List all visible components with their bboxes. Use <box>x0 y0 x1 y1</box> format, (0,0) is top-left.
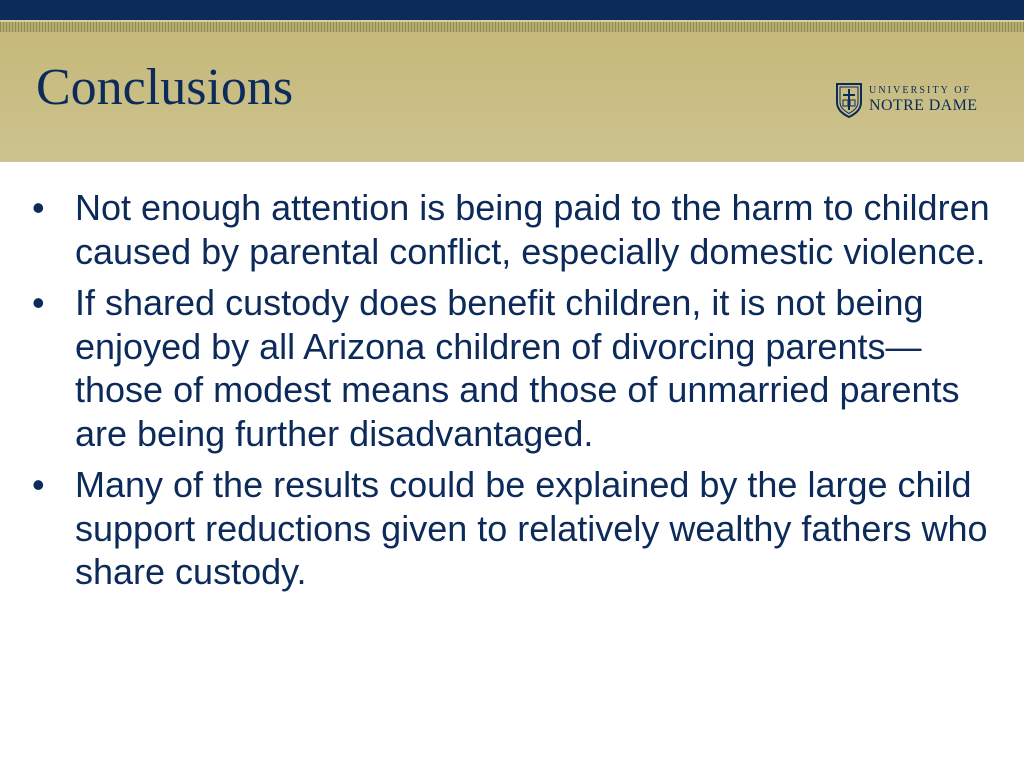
bullet-item <box>30 281 1000 455</box>
slide-body <box>30 186 1000 602</box>
bullet-text: If shared custody does benefit children, it is not being enjoyed by all Arizona children of divorcing parents—those of modest means and those of unmarried parents are being further disadvantaged. <box>75 282 960 454</box>
bullet-list <box>30 186 1000 594</box>
bullet-text: Many of the results could be explained by the large child support reductions given to relatively wealthy fathers who share custody. <box>75 464 988 592</box>
bullet-item <box>30 186 1000 273</box>
shield-icon <box>835 82 863 118</box>
logo-university-of: UNIVERSITY OF <box>869 85 972 96</box>
striped-band <box>0 20 1024 32</box>
bullet-marker: • <box>32 187 45 228</box>
top-navy-bar <box>0 0 1024 20</box>
logo-wordmark <box>869 86 977 114</box>
logo-notre-dame: NOTRE DAME <box>869 97 978 114</box>
bullet-marker: • <box>32 282 45 323</box>
slide-title: Conclusions <box>36 59 294 116</box>
bullet-text: Not enough attention is being paid to the harm to children caused by parental conflict, especially domestic violence. <box>75 187 990 272</box>
notre-dame-logo <box>835 82 995 118</box>
bullet-item <box>30 463 1000 594</box>
bullet-marker: • <box>32 464 45 505</box>
